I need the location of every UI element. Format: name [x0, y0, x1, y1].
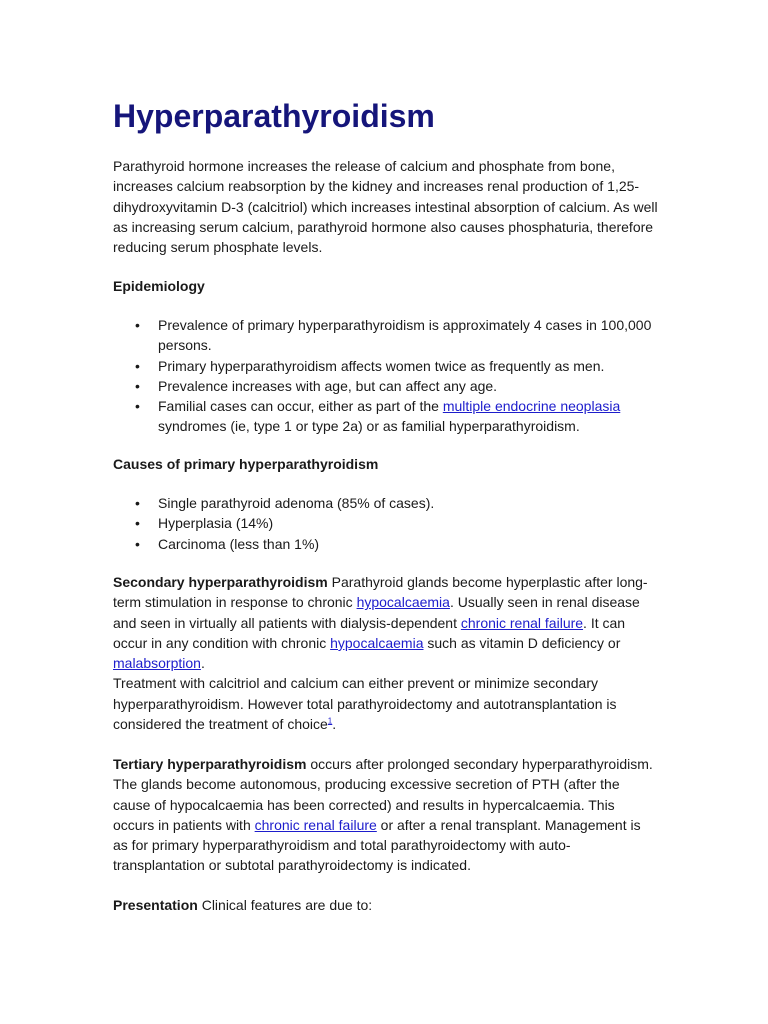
tertiary-text: or after a renal transplant. Management is as for primary hyperparathyroidism and total parathyroidectomy with auto-transplantation or subtotal parathyroidectomy is indicated. — [113, 816, 641, 874]
list-item — [113, 493, 658, 513]
list-item-text: Primary hyperparathyroidism affects women twice as frequently as men. — [158, 357, 605, 374]
list-item — [113, 376, 658, 396]
treatment-text: Treatment with calcitriol and calcium can either prevent or minimize secondary hyperparathyroidism. However total parathyroidectomy and autotransplantation is considered the treatment of choice — [113, 675, 617, 733]
secondary-section — [113, 572, 658, 734]
list-item-text: Prevalence of primary hyperparathyroidism is approximately 4 cases in 100,000 persons. — [158, 317, 652, 354]
list-item — [113, 315, 658, 356]
page-title: Hyperparathyroidism — [113, 98, 435, 134]
chronic-renal-failure-link[interactable]: chronic renal failure — [254, 816, 377, 833]
secondary-paragraph — [113, 572, 658, 673]
presentation-paragraph — [113, 895, 658, 915]
reference-link[interactable]: 1 — [327, 716, 333, 726]
list-item-text: Familial cases can occur, either as part of the — [158, 398, 443, 415]
secondary-label: Secondary hyperparathyroidism — [113, 574, 328, 590]
list-item — [113, 396, 658, 437]
list-item-text: Hyperplasia (14%) — [158, 515, 274, 532]
presentation-label: Presentation — [113, 897, 198, 913]
secondary-text: . It can occur in any condition with chronic — [113, 614, 626, 651]
epidemiology-list — [113, 315, 658, 437]
secondary-text: Parathyroid glands become hyperplastic after long-term stimulation in response to chronic — [113, 574, 648, 611]
multiple-endocrine-neoplasia-link[interactable]: multiple endocrine neoplasia — [442, 398, 621, 415]
list-item — [113, 534, 658, 554]
intro-paragraph: Parathyroid hormone increases the release of calcium and phosphate from bone, increases calcium reabsorption by the kidney and increases renal production of 1,25-dihydroxyvitamin D-3 (calcitriol) which increases intestinal absorption of calcium. As well as increasing serum calcium, parathyroid hormone also causes phosphaturia, therefore reducing serum phosphate levels. — [113, 158, 658, 256]
chronic-renal-failure-link[interactable]: chronic renal failure — [460, 614, 584, 631]
epidemiology-heading: Epidemiology — [113, 278, 205, 294]
tertiary-label: Tertiary hyperparathyroidism — [113, 756, 307, 772]
malabsorption-link[interactable]: malabsorption — [113, 655, 201, 672]
hypocalcaemia-link[interactable]: hypocalcaemia — [356, 594, 450, 611]
list-item-text: Carcinoma (less than 1%) — [158, 535, 320, 552]
list-item-text: Single parathyroid adenoma (85% of cases). — [158, 495, 435, 511]
presentation-text: Clinical features are due to: — [197, 897, 373, 913]
tertiary-paragraph — [113, 754, 658, 876]
causes-list — [113, 493, 658, 554]
list-item — [113, 513, 658, 533]
treatment-paragraph — [113, 673, 658, 734]
list-item — [113, 356, 658, 376]
treatment-end: . — [332, 716, 337, 733]
causes-heading: Causes of primary hyperparathyroidism — [113, 456, 379, 472]
list-item-text: syndromes (ie, type 1 or type 2a) or as familial hyperparathyroidism. — [158, 418, 580, 435]
secondary-text: such as vitamin D deficiency or — [423, 634, 621, 651]
tertiary-text: occurs after prolonged secondary hyperparathyroidism. The glands become autonomous, producing excessive secretion of PTH (after the cause of hypocalcaemia has been corrected) and results in hypercalcaemia. This occurs in patients with — [113, 756, 653, 833]
secondary-text: . — [200, 655, 205, 672]
secondary-text: . Usually seen in renal disease and seen in virtually all patients with dialysis-dependent — [113, 594, 640, 631]
hypocalcaemia-link[interactable]: hypocalcaemia — [330, 634, 424, 651]
list-item-text: Prevalence increases with age, but can affect any age. — [158, 377, 498, 394]
